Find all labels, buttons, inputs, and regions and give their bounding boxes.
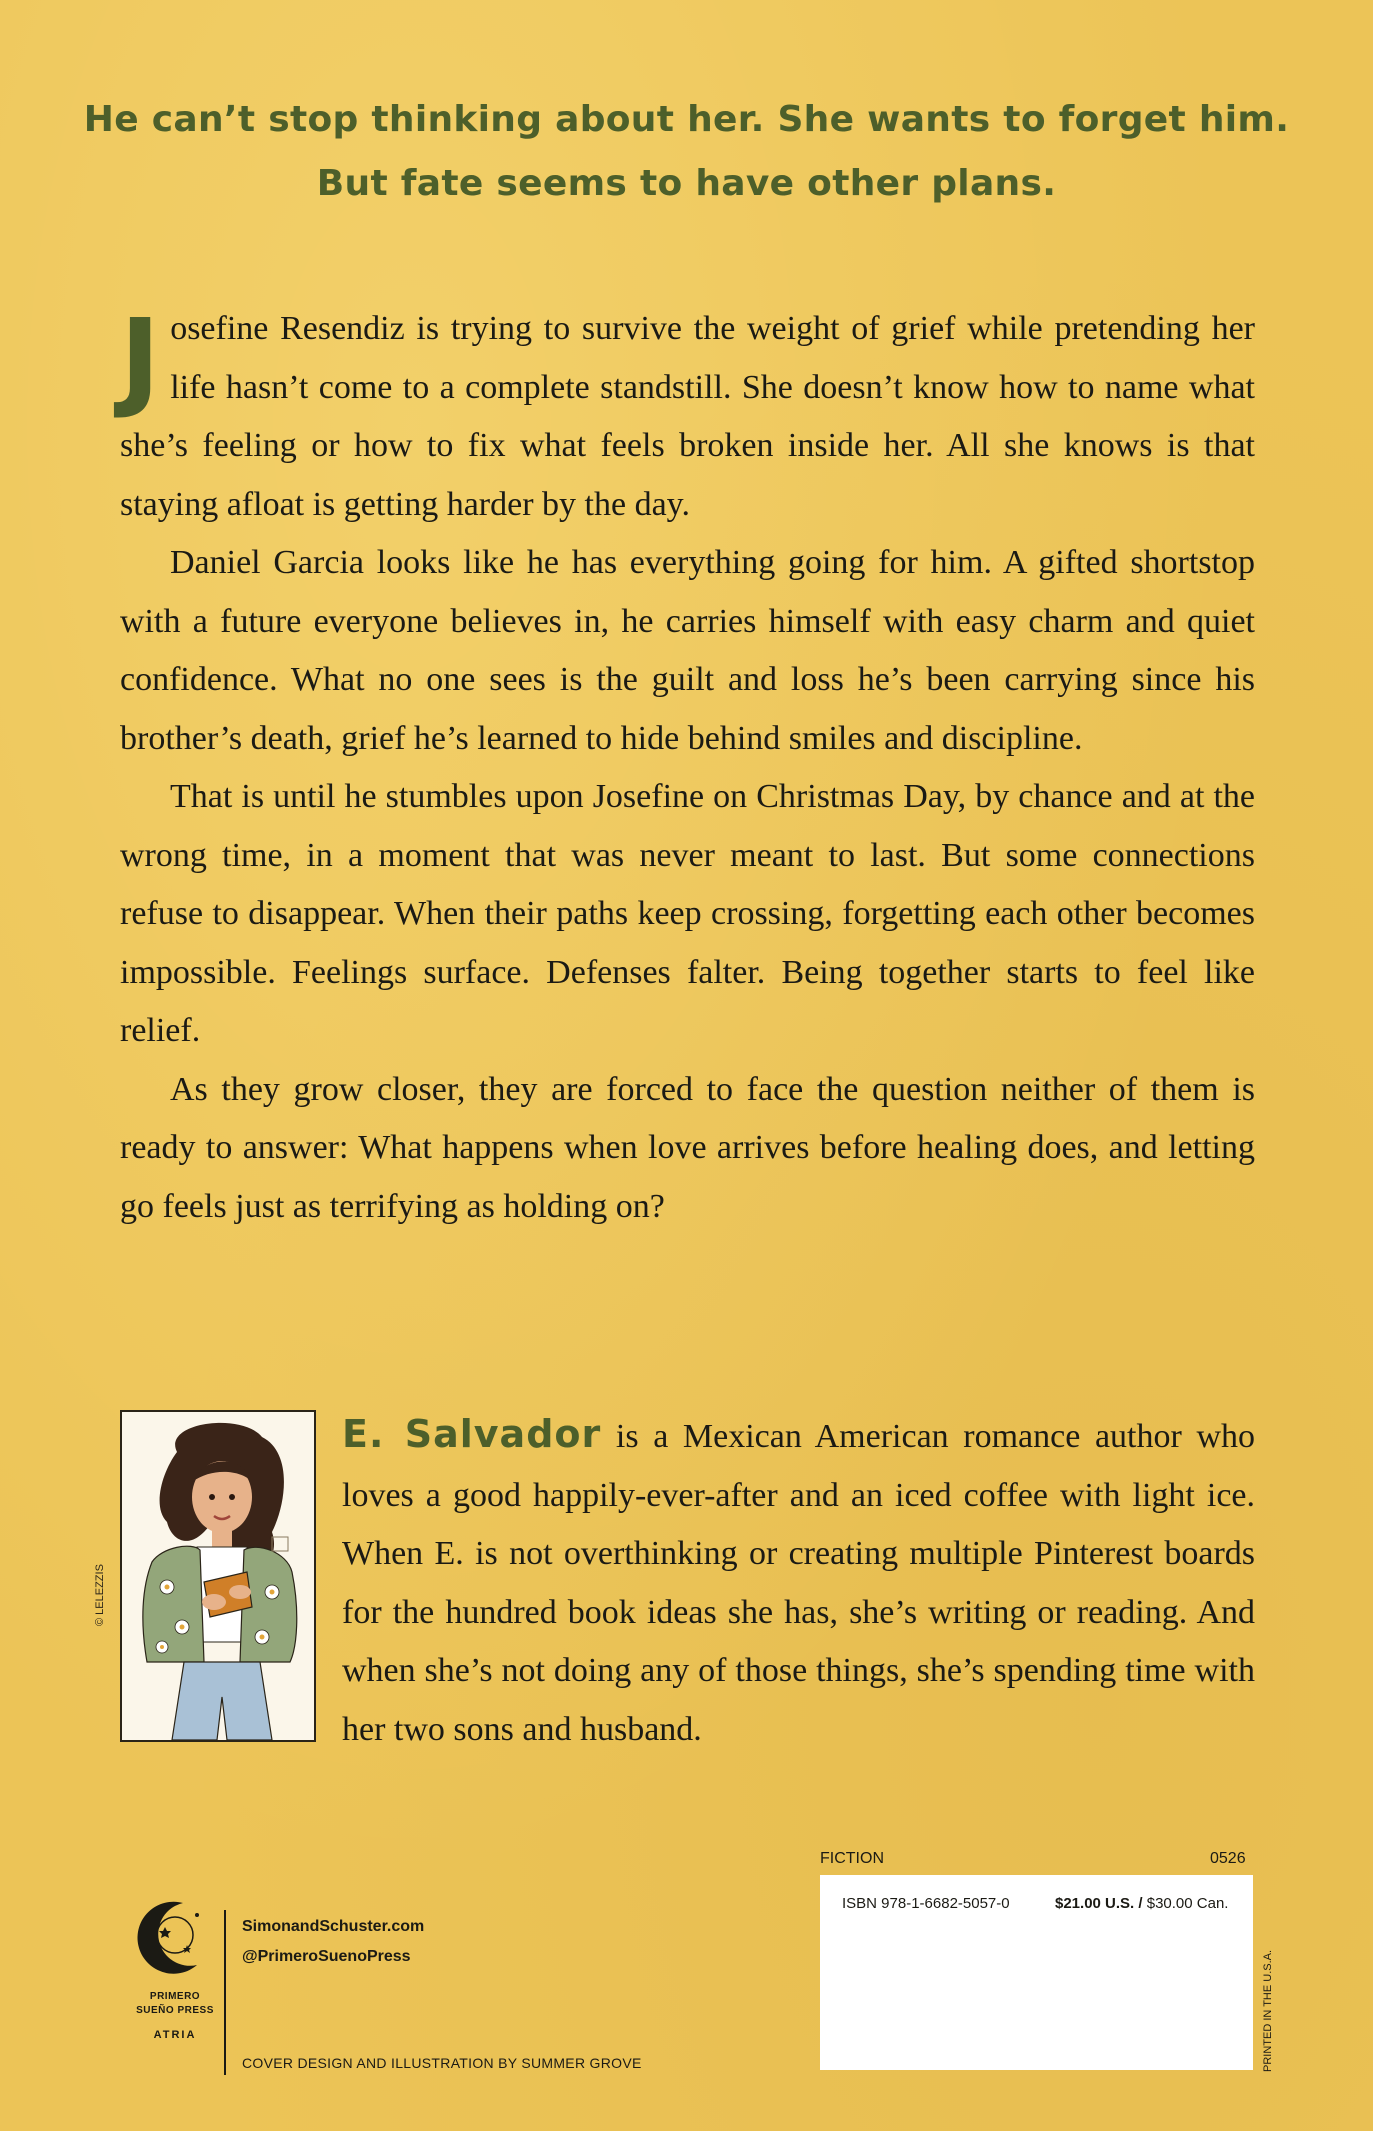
author-portrait — [120, 1410, 316, 1742]
author-bio-text: is a Mexican American romance author who loves a good happily-ever-after and an iced coffee with light ice. When E. is not overthinking or creating multiple Pinterest boards for the hundred book ideas she has, she’s writing or reading. And when she’s not doing any of those things, she’s spending time with her two sons and husband. — [342, 1418, 1256, 1748]
tagline-line-2: But fate seems to have other plans. — [316, 163, 1057, 204]
author-name: E. Salvador — [342, 1412, 602, 1456]
price-us: $21.00 U.S. / — [1055, 1895, 1143, 1912]
author-section — [94, 1405, 1256, 1748]
publisher-social: @PrimeroSuenoPress — [242, 1948, 411, 1965]
cover-credit: COVER DESIGN AND ILLUSTRATION BY SUMMER GROVE — [242, 2055, 642, 2071]
blurb-paragraph-4: As they grow closer, they are forced to face the question neither of them is ready to answer: What happens when love arrives before healing does, and letting go feels just as terrifying as holding on? — [120, 1070, 1255, 1225]
price-can: $30.00 Can. — [1142, 1895, 1229, 1912]
price — [1055, 1895, 1228, 1912]
publisher-contact — [242, 1912, 424, 1972]
blurb-paragraph-3: That is until he stumbles upon Josefine on Christmas Day, by chance and at the wrong time, in a moment that was never meant to last. But some connections refuse to disappear. When their paths keep crossing, forgetting each other becomes impossible. Feelings surface. Defenses falter. Being together starts to feel like relief. — [120, 778, 1255, 1049]
blurb-paragraph-2: Daniel Garcia looks like he has everything going for him. A gifted shortstop with a future everyone believes in, he carries himself with easy charm and quiet confidence. What no one sees is the guilt and loss he’s been carrying since his brother’s death, grief he’s learned to hide behind smiles and discipline. — [120, 544, 1255, 757]
printed-in-label: PRINTED IN THE U.S.A. — [1262, 1949, 1274, 2072]
publisher-website: SimonandSchuster.com — [242, 1918, 425, 1935]
barcode-area — [820, 1875, 1253, 2070]
blurb-paragraph-1 — [120, 297, 1255, 534]
publisher-name-line-2: SUEÑO PRESS — [136, 2005, 214, 2016]
author-illustration — [122, 1412, 314, 1740]
book-blurb — [120, 297, 1255, 1236]
tagline-line-1: He can’t stop thinking about her. She wants to forget him. — [83, 99, 1290, 140]
imprint-name: ATRIA — [153, 2029, 197, 2041]
author-bio — [342, 1405, 1255, 1759]
moon-logo-icon — [135, 1895, 215, 1985]
category-label: FICTION — [820, 1850, 884, 1867]
publisher-name-line-1: PRIMERO — [149, 1991, 201, 2002]
isbn: ISBN 978-1-6682-5057-0 — [842, 1895, 1010, 1912]
publisher-logo — [110, 1895, 240, 2085]
drop-cap: J — [120, 297, 161, 422]
photo-credit-text: © LELEZZIS — [94, 1564, 106, 1626]
catalog-code: 0526 — [1210, 1850, 1246, 1867]
tagline — [0, 88, 1373, 216]
blurb-paragraph-1-text: osefine Resendiz is trying to survive the weight of grief while pretending her life hasn’t come to a complete standstill. She doesn’t know how to name what she’s feeling or how to fix what feels broken inside her. All she knows is that staying afloat is getting harder by the day. — [120, 310, 1255, 523]
publisher-divider — [224, 1910, 226, 2075]
